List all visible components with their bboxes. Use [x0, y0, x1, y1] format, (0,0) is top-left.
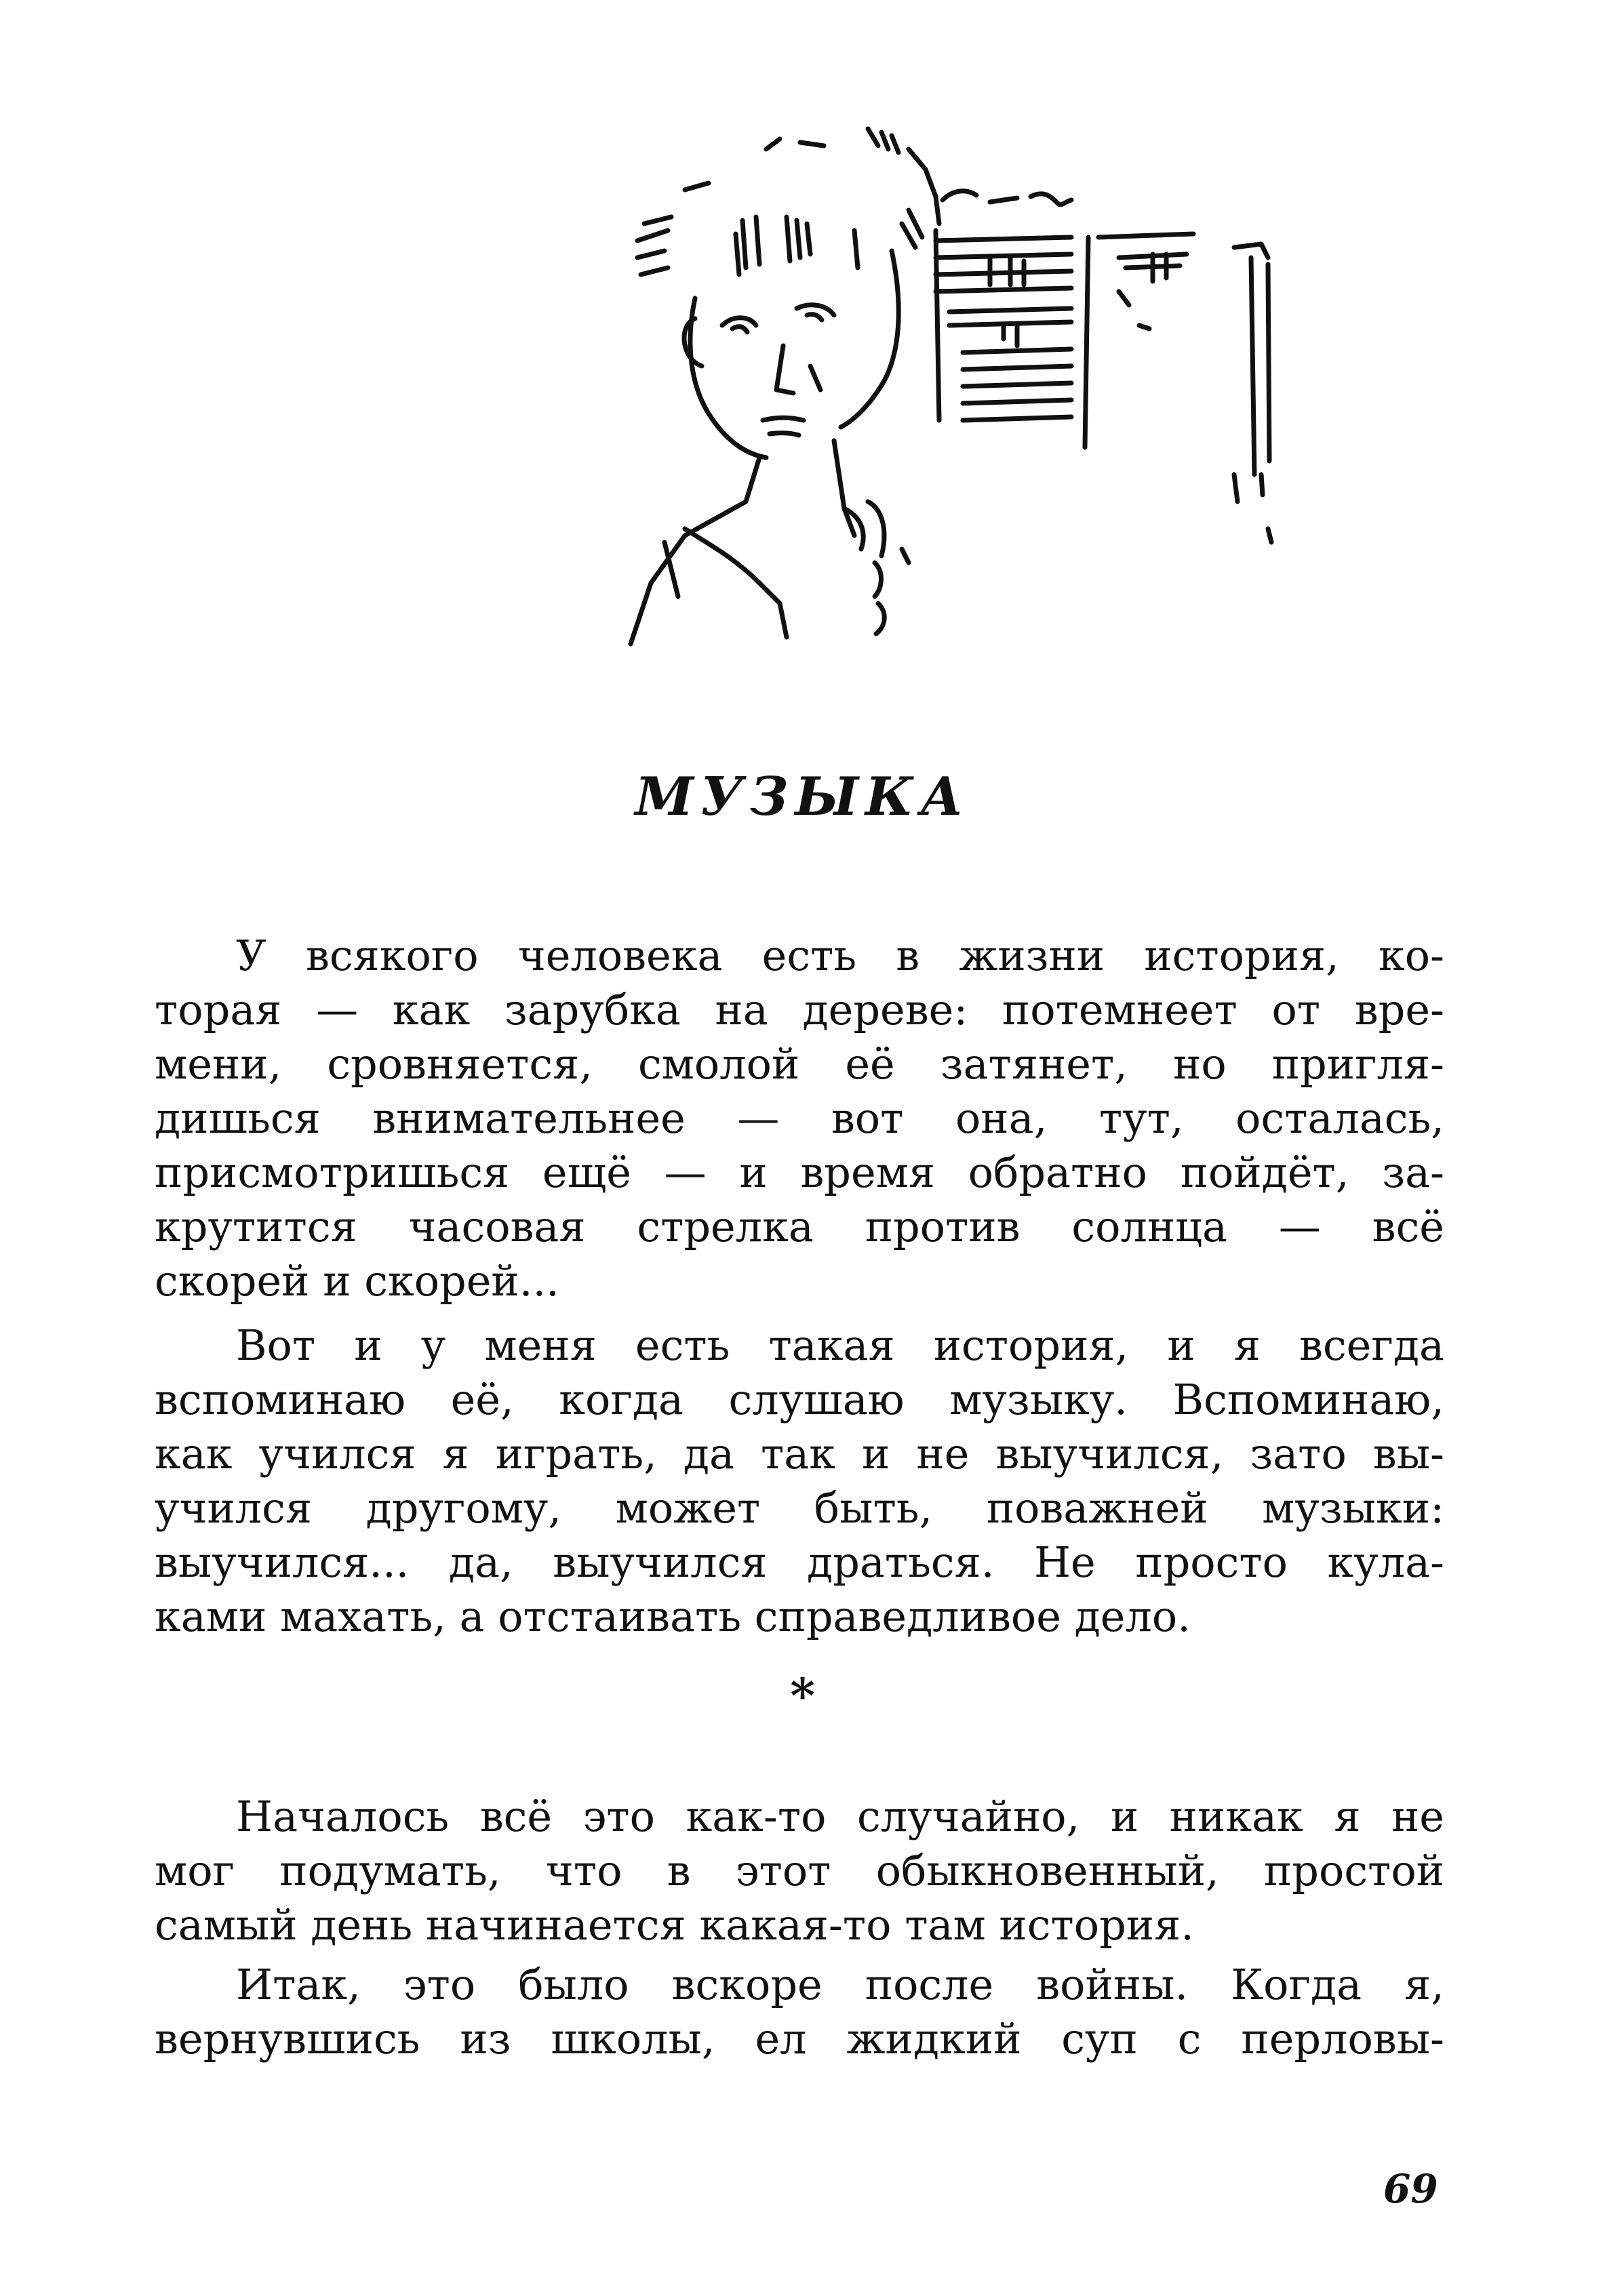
- chapter-title: МУЗЫКА: [635, 766, 970, 828]
- text-line: Вот и у меня есть такая история, и я всегда: [236, 1321, 1444, 1370]
- text-line: торая — как зарубка на дереве: потемнеет от вре-: [155, 985, 1444, 1034]
- text-line: присмотришься ещё — и время обратно пойдёт, за-: [155, 1148, 1444, 1197]
- text-line: ками махать, а отстаивать справедливое дело.: [155, 1592, 1191, 1641]
- boy-at-piano-illustration: [583, 122, 1363, 664]
- paragraph-4: [155, 1958, 1444, 2066]
- text-line: выучился... да, выучился драться. Не просто кула-: [155, 1537, 1444, 1587]
- text-line: самый день начинается какая-то там история.: [155, 1900, 1194, 1950]
- text-line: учился другому, может быть, поважней музыки:: [155, 1483, 1444, 1533]
- paragraph-3: [155, 1790, 1444, 1952]
- text-line: вспоминаю её, когда слушаю музыку. Вспоминаю,: [155, 1375, 1444, 1424]
- section-separator: *: [790, 1668, 815, 1724]
- paragraph-1: [155, 929, 1444, 1308]
- text-line: мог подумать, что в этот обыкновенный, простой: [155, 1846, 1444, 1895]
- paragraph-2: [155, 1318, 1444, 1644]
- text-line: вернувшись из школы, ел жидкий суп с перловы-: [155, 2014, 1444, 2063]
- text-line: мени, сровняется, смолой её затянет, но пригля-: [155, 1039, 1444, 1089]
- page-number: 69: [1383, 2166, 1438, 2212]
- text-line: Началось всё это как-то случайно, и никак я не: [236, 1792, 1444, 1841]
- text-line: скорей и скорей...: [155, 1256, 559, 1306]
- text-line: как учился я играть, да так и не выучился, зато вы-: [155, 1429, 1444, 1478]
- text-line: Итак, это было вскоре после войны. Когда я,: [236, 1960, 1444, 2009]
- text-line: дишься внимательнее — вот она, тут, осталась,: [155, 1093, 1444, 1143]
- text-line: крутится часовая стрелка против солнца — всё: [155, 1202, 1444, 1251]
- boy-at-piano-sketch-icon: [583, 122, 1363, 664]
- text-line: У всякого человека есть в жизни история, ко-: [236, 931, 1444, 980]
